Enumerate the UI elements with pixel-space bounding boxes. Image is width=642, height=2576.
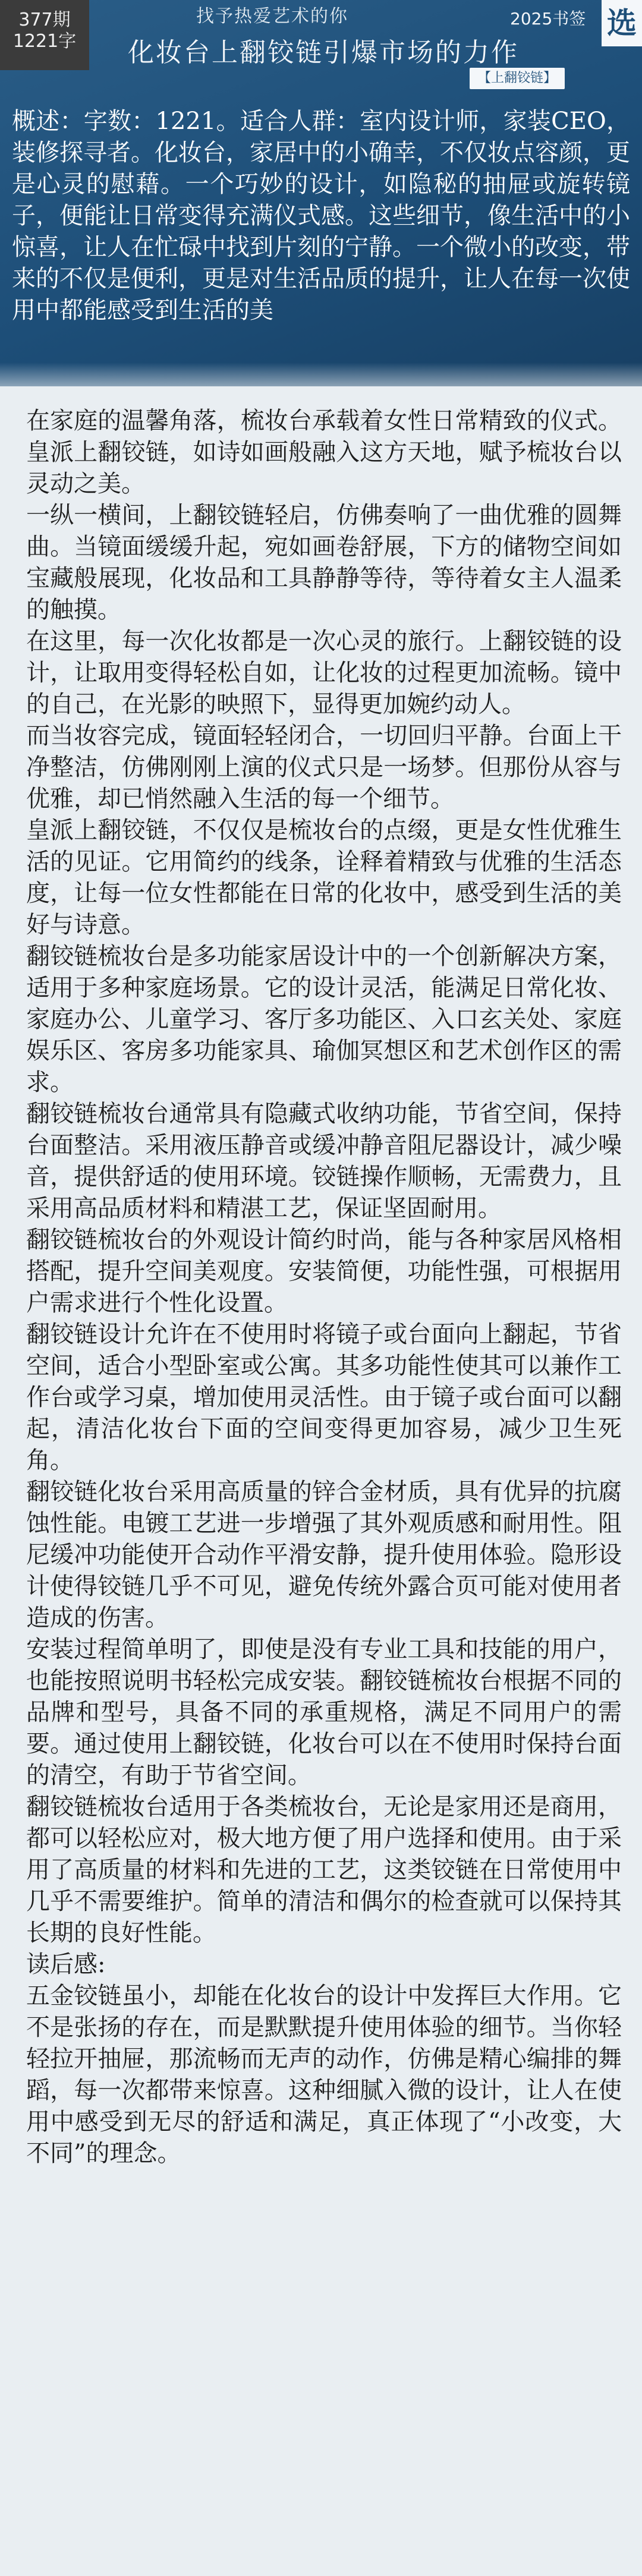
body-paragraph: 皇派上翻铰链，不仅仅是梳妆台的点缀，更是女性优雅生活的见证。它用简约的线条，诠释着精致与优雅的生活态度，让每一位女性都能在日常的化妆中，感受到生活的美好与诗意。 [26,817,622,939]
body-paragraph: 翻铰链设计允许在不使用时将镜子或台面向上翻起，节省空间，适合小型卧室或公寓。其多功能性使其可以兼作工作台或学习桌，增加使用灵活性。由于镜子或台面可以翻起，清洁化妆台下面的空间变得更加容易，减少卫生死角。 [26,1321,622,1474]
selection-tag: 选 [602,0,642,46]
keyword-badge: 【上翻铰链】 [470,68,565,89]
body-paragraph: 翻铰链梳妆台通常具有隐藏式收纳功能，节省空间，保持台面整洁。采用液压静音或缓冲静音阻尼器设计，减少噪音，提供舒适的使用环境。铰链操作顺畅，无需费力，且采用高品质材料和精湛工艺，保证坚固耐用。 [26,1100,622,1222]
body-paragraph: 翻铰链梳妆台适用于各类梳妆台，无论是家用还是商用，都可以轻松应对，极大地方便了用户选择和使用。由于采用了高质量的材料和先进的工艺，这类铰链在日常使用中几乎不需要维护。简单的清洁和偶尔的检查就可以保持其长期的良好性能。 [26,1793,622,1947]
body-paragraph: 安装过程简单明了，即使是没有专业工具和技能的用户，也能按照说明书轻松完成安装。翻铰链梳妆台根据不同的品牌和型号，具备不同的承重规格，满足不同用户的需要。通过使用上翻铰链，化妆台可以在不使用时保持台面的清空，有助于节省空间。 [26,1636,622,1789]
body-paragraph: 在这里，每一次化妆都是一次心灵的旅行。上翻铰链的设计，让取用变得轻松自如，让化妆的过程更加流畅。镜中的自己，在光影的映照下，显得更加婉约动人。 [26,628,622,718]
postscript-heading: 读后感: [26,1951,106,1978]
body-paragraph: 而当妆容完成，镜面轻轻闭合，一切回归平静。台面上干净整洁，仿佛刚刚上演的仪式只是一场梦。但那份从容与优雅，却已悄然融入生活的每一个细节。 [26,722,622,813]
page-title: 化妆台上翻铰链引爆市场的力作 [128,37,519,68]
summary-text: 概述：字数：1221。适合人群：室内设计师，家装CEO，装修探寻者。化妆台，家居中的小确幸，不仅妆点容颜，更是心灵的慰藉。一个巧妙的设计，如隐秘的抽屉或旋转镜子，便能让日常变得充满仪式感。这些细节，像生活中的小惊喜，让人在忙碌中找到片刻的宁静。一个微小的改变，带来的不仅是便利，更是对生活品质的提升，让人在每一次使用中都能感受到生活的美 [12,108,630,324]
body-paragraph: 一纵一横间，上翻铰链轻启，仿佛奏响了一曲优雅的圆舞曲。当镜面缓缓升起，宛如画卷舒展，下方的储物空间如宝藏般展现，化妆品和工具静静等待，等待着女主人温柔的触摸。 [26,502,622,623]
series-label: 2025书签 [510,9,586,29]
article-body [26,405,622,2521]
body-paragraph: 翻铰链梳妆台的外观设计简约时尚，能与各种家居风格相搭配，提升空间美观度。安装简便，功能性强，可根据用户需求进行个性化设置。 [26,1226,622,1317]
body-paragraph: 在家庭的温馨角落，梳妆台承载着女性日常精致的仪式。皇派上翻铰链，如诗如画般融入这方天地，赋予梳妆台以灵动之美。 [26,407,622,497]
issue-number: 377期 [18,10,71,30]
body-paragraph: 翻铰链梳妆台是多功能家居设计中的一个创新解决方案，适用于多种家庭场景。它的设计灵活，能满足日常化妆、家庭办公、儿童学习、客厅多功能区、入口玄关处、家庭娱乐区、客房多功能家具、瑜伽冥想区和艺术创作区的需求。 [26,943,622,1096]
article-header [0,0,642,386]
body-paragraph: 翻铰链化妆台采用高质量的锌合金材质，具有优异的抗腐蚀性能。电镀工艺进一步增强了其外观质感和耐用性。阻尼缓冲功能使开合动作平滑安静，提升使用体验。隐形设计使得铰链几乎不可见，避免传统外露合页可能对使用者造成的伤害。 [26,1478,622,1632]
postscript-paragraph: 五金铰链虽小，却能在化妆台的设计中发挥巨大作用。它不是张扬的存在，而是默默提升使用体验的细节。当你轻轻拉开抽屉，那流畅而无声的动作，仿佛是精心编排的舞蹈，每一次都带来惊喜。这种细腻入微的设计，让人在使用中感受到无尽的舒适和满足，真正体现了“小改变，大不同”的理念。 [26,1982,622,2167]
issue-info-box [0,0,89,70]
char-count: 1221字 [12,31,77,52]
header-subtitle: 找予热爱艺术的你 [196,6,348,27]
